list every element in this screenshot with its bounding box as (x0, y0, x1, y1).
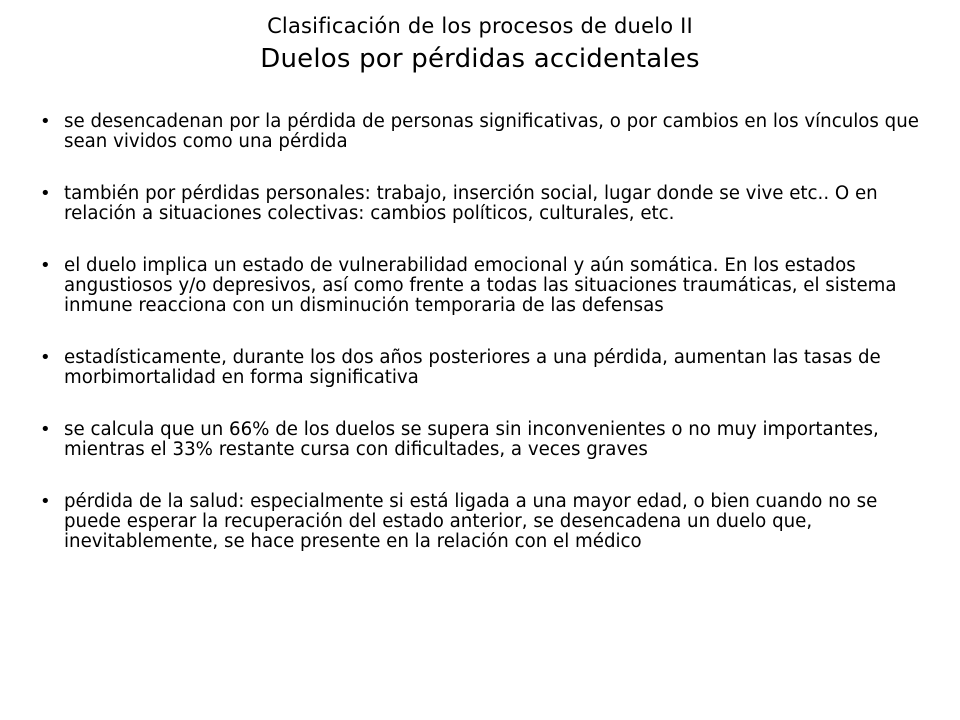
bullet-dot-icon: • (40, 419, 51, 440)
bullet-text: se calcula que un 66% de los duelos se supera sin inconvenientes o no muy importantes, mientras el 33% restante cursa con dificultades, a veces graves (64, 419, 879, 460)
title-line-2: Duelos por pérdidas accidentales (260, 44, 700, 74)
bullet-item (40, 256, 920, 316)
bullet-item (40, 492, 920, 552)
bullet-text: el duelo implica un estado de vulnerabilidad emocional y aún somática. En los estados angustiosos y/o depresivos, así como frente a todas las situaciones traumáticas, el sistema inmune reacciona con un disminución temporaria de las defensas (64, 255, 897, 316)
bullet-item (40, 348, 920, 388)
bullet-item (40, 112, 920, 152)
bullet-dot-icon: • (40, 183, 51, 204)
bullet-dot-icon: • (40, 111, 51, 132)
bullet-item (40, 184, 920, 224)
bullet-text: se desencadenan por la pérdida de personas significativas, o por cambios en los vínculos que sean vividos como una pérdida (64, 111, 919, 152)
bullet-dot-icon: • (40, 491, 51, 512)
bullet-item (40, 420, 920, 460)
bullet-text: pérdida de la salud: especialmente si está ligada a una mayor edad, o bien cuando no se puede esperar la recuperación del estado anterior, se desencadena un duelo que, inevitablemente, se hace presente en la relación con el médico (64, 491, 878, 552)
bullet-dot-icon: • (40, 255, 51, 276)
title-line-1: Clasificación de los procesos de duelo II (267, 14, 693, 38)
bullet-list (40, 112, 920, 552)
bullet-text: estadísticamente, durante los dos años posteriores a una pérdida, aumentan las tasas de morbimortalidad en forma significativa (64, 347, 881, 388)
bullet-text: también por pérdidas personales: trabajo, inserción social, lugar donde se vive etc.. O en relación a situaciones colectivas: cambios políticos, culturales, etc. (64, 183, 878, 224)
bullet-dot-icon: • (40, 347, 51, 368)
slide-title (0, 12, 960, 76)
